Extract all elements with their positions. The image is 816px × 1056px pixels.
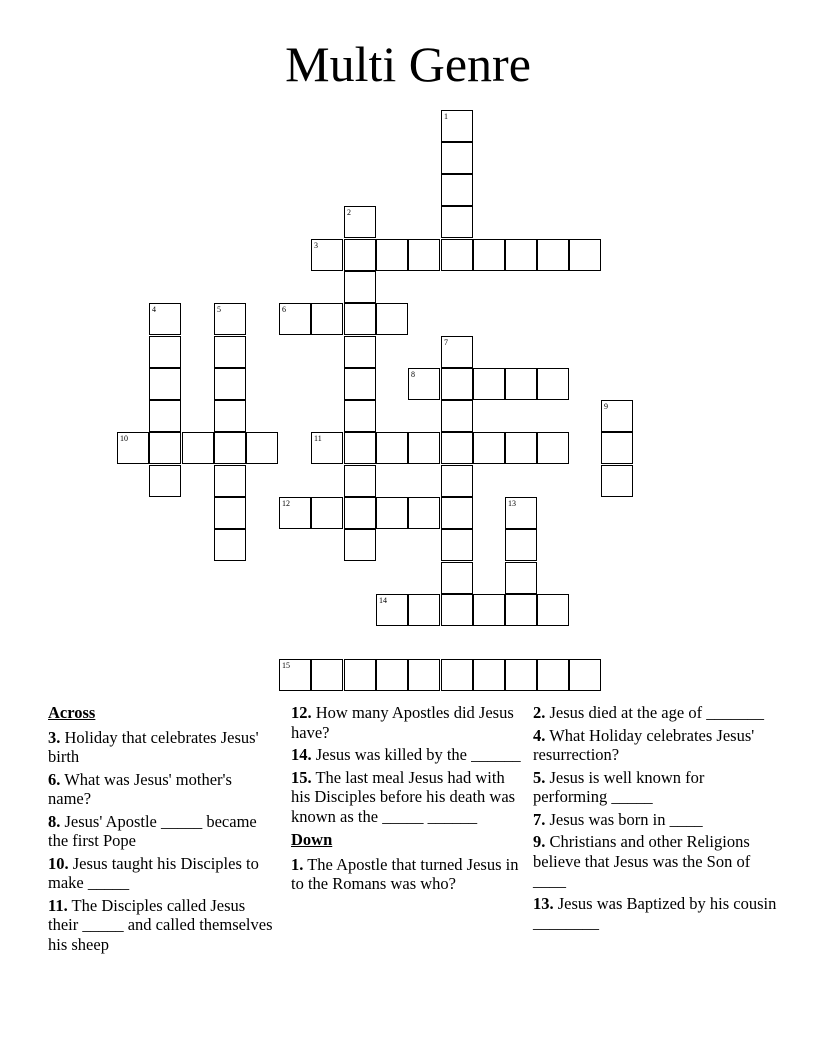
crossword-cell[interactable]: [117, 432, 149, 464]
crossword-cell[interactable]: [214, 465, 246, 497]
crossword-cell[interactable]: [537, 432, 569, 464]
crossword-cell[interactable]: [376, 497, 408, 529]
crossword-cell[interactable]: [344, 206, 376, 238]
crossword-cell[interactable]: [376, 432, 408, 464]
crossword-cell[interactable]: [344, 497, 376, 529]
crossword-cell[interactable]: [473, 239, 505, 271]
crossword-cell[interactable]: [505, 594, 537, 626]
crossword-cell[interactable]: [473, 432, 505, 464]
clue-number-label: 11: [314, 434, 322, 443]
clue-down-1: 1. The Apostle that turned Jesus in to the Romans was who?: [291, 854, 519, 893]
crossword-cell[interactable]: [408, 239, 440, 271]
crossword-cell[interactable]: [441, 174, 473, 206]
clue-number-label: 12: [282, 499, 290, 508]
crossword-cell[interactable]: [214, 303, 246, 335]
crossword-cell[interactable]: [344, 465, 376, 497]
crossword-cell[interactable]: [279, 303, 311, 335]
crossword-cell[interactable]: [149, 400, 181, 432]
crossword-cell[interactable]: [214, 368, 246, 400]
crossword-cell[interactable]: [408, 368, 440, 400]
clue-number-label: 13: [508, 499, 516, 508]
crossword-cell[interactable]: [505, 239, 537, 271]
clue-across-8: 8. Jesus' Apostle _____ became the first Pope: [48, 811, 257, 850]
crossword-cell[interactable]: [537, 594, 569, 626]
crossword-cell[interactable]: [537, 368, 569, 400]
clue-number-label: 3: [314, 241, 318, 250]
crossword-cell[interactable]: [473, 368, 505, 400]
crossword-cell[interactable]: [505, 562, 537, 594]
crossword-cell[interactable]: [473, 594, 505, 626]
crossword-cell[interactable]: [311, 303, 343, 335]
crossword-cell[interactable]: [344, 529, 376, 561]
crossword-cell[interactable]: [441, 432, 473, 464]
clue-across-10: 10. Jesus taught his Disciples to make _____: [48, 853, 259, 892]
crossword-cell[interactable]: [505, 368, 537, 400]
clue-number-label: 4: [152, 305, 156, 314]
crossword-cell[interactable]: [569, 239, 601, 271]
crossword-cell[interactable]: [376, 239, 408, 271]
clue-number-label: 8: [411, 370, 415, 379]
crossword-cell[interactable]: [408, 497, 440, 529]
crossword-cell[interactable]: [408, 594, 440, 626]
crossword-cell[interactable]: [214, 336, 246, 368]
crossword-cell[interactable]: [505, 497, 537, 529]
clue-across-12: 12. How many Apostles did Jesus have?: [291, 703, 514, 742]
crossword-cell[interactable]: [601, 465, 633, 497]
crossword-cell[interactable]: [441, 110, 473, 142]
crossword-cell[interactable]: [214, 497, 246, 529]
crossword-cell[interactable]: [441, 465, 473, 497]
crossword-cell[interactable]: [149, 465, 181, 497]
crossword-cell[interactable]: [279, 497, 311, 529]
clue-across-15: 15. The last meal Jesus had with his Disciples before his death was known as the _____ ______: [291, 767, 516, 826]
clue-down-2: 2. Jesus died at the age of _______: [533, 703, 764, 722]
crossword-cell[interactable]: [441, 562, 473, 594]
crossword-cell[interactable]: [441, 529, 473, 561]
clue-number-label: 2: [347, 208, 351, 217]
clue-number-label: 1: [444, 112, 448, 121]
crossword-cell[interactable]: [149, 336, 181, 368]
clue-number-label: 5: [217, 305, 221, 314]
crossword-cell[interactable]: [408, 659, 440, 691]
crossword-cell[interactable]: [311, 239, 343, 271]
crossword-cell[interactable]: [537, 659, 569, 691]
crossword-cell[interactable]: [149, 432, 181, 464]
crossword-cell[interactable]: [441, 142, 473, 174]
crossword-cell[interactable]: [441, 400, 473, 432]
across-heading: Across: [48, 703, 96, 722]
crossword-cell[interactable]: [505, 529, 537, 561]
clue-number-label: 14: [379, 596, 387, 605]
crossword-cell[interactable]: [344, 659, 376, 691]
crossword-cell[interactable]: [569, 659, 601, 691]
crossword-cell[interactable]: [601, 400, 633, 432]
crossword-cell[interactable]: [311, 497, 343, 529]
crossword-cell[interactable]: [505, 659, 537, 691]
crossword-cell[interactable]: [344, 239, 376, 271]
crossword-cell[interactable]: [344, 368, 376, 400]
crossword-cell[interactable]: [344, 336, 376, 368]
clues-column-1: [48, 703, 278, 957]
clue-number-label: 15: [282, 661, 290, 670]
clue-down-5: 5. Jesus is well known for performing _____: [533, 767, 705, 806]
crossword-cell[interactable]: [601, 432, 633, 464]
crossword-cell[interactable]: [441, 497, 473, 529]
crossword-cell[interactable]: [376, 594, 408, 626]
crossword-cell[interactable]: [246, 432, 278, 464]
clue-down-7: 7. Jesus was born in ____: [533, 809, 703, 829]
crossword-cell[interactable]: [473, 659, 505, 691]
crossword-cell[interactable]: [505, 432, 537, 464]
crossword-cell[interactable]: [376, 303, 408, 335]
crossword-cell[interactable]: [344, 432, 376, 464]
crossword-cell[interactable]: [149, 303, 181, 335]
crossword-cell[interactable]: [279, 659, 311, 691]
crossword-cell[interactable]: [376, 659, 408, 691]
crossword-cell[interactable]: [214, 432, 246, 464]
clue-across-11: 11. The Disciples called Jesus their _____ and called themselves his sheep: [48, 895, 273, 954]
clue-across-14: 14. Jesus was killed by the ______: [291, 745, 521, 764]
clue-down-13: 13. Jesus was Baptized by his cousin ________: [533, 893, 777, 932]
crossword-cell[interactable]: [311, 659, 343, 691]
crossword-cell[interactable]: [441, 239, 473, 271]
crossword-cell[interactable]: [214, 400, 246, 432]
crossword-cell[interactable]: [311, 432, 343, 464]
crossword-cell[interactable]: [149, 368, 181, 400]
clue-across-3: 3. Holiday that celebrates Jesus' birth: [48, 727, 259, 766]
crossword-cell[interactable]: [214, 529, 246, 561]
crossword-cell[interactable]: [441, 368, 473, 400]
clue-number-label: 6: [282, 305, 286, 314]
crossword-cell[interactable]: [344, 303, 376, 335]
crossword-cell[interactable]: [441, 659, 473, 691]
crossword-cell[interactable]: [441, 206, 473, 238]
clue-across-6: 6. What was Jesus' mother's name?: [48, 769, 232, 808]
page-title: Multi Genre: [285, 36, 531, 92]
clue-number-label: 7: [444, 338, 448, 347]
crossword-cell[interactable]: [441, 594, 473, 626]
clue-down-4: 4. What Holiday celebrates Jesus' resurrection?: [533, 725, 755, 764]
clue-number-label: 9: [604, 402, 608, 411]
clue-down-9: 9. Christians and other Religions believe that Jesus was the Son of ____: [533, 832, 751, 890]
crossword-cell[interactable]: [537, 239, 569, 271]
clues-column-2: [291, 703, 521, 897]
crossword-cell[interactable]: [344, 400, 376, 432]
down-heading: Down: [291, 830, 333, 849]
crossword-cell[interactable]: [344, 271, 376, 303]
crossword-cell[interactable]: [408, 432, 440, 464]
crossword-cell[interactable]: [182, 432, 214, 464]
clue-number-label: 10: [120, 434, 128, 443]
crossword-cell[interactable]: [441, 336, 473, 368]
clues-column-3: [533, 703, 778, 936]
